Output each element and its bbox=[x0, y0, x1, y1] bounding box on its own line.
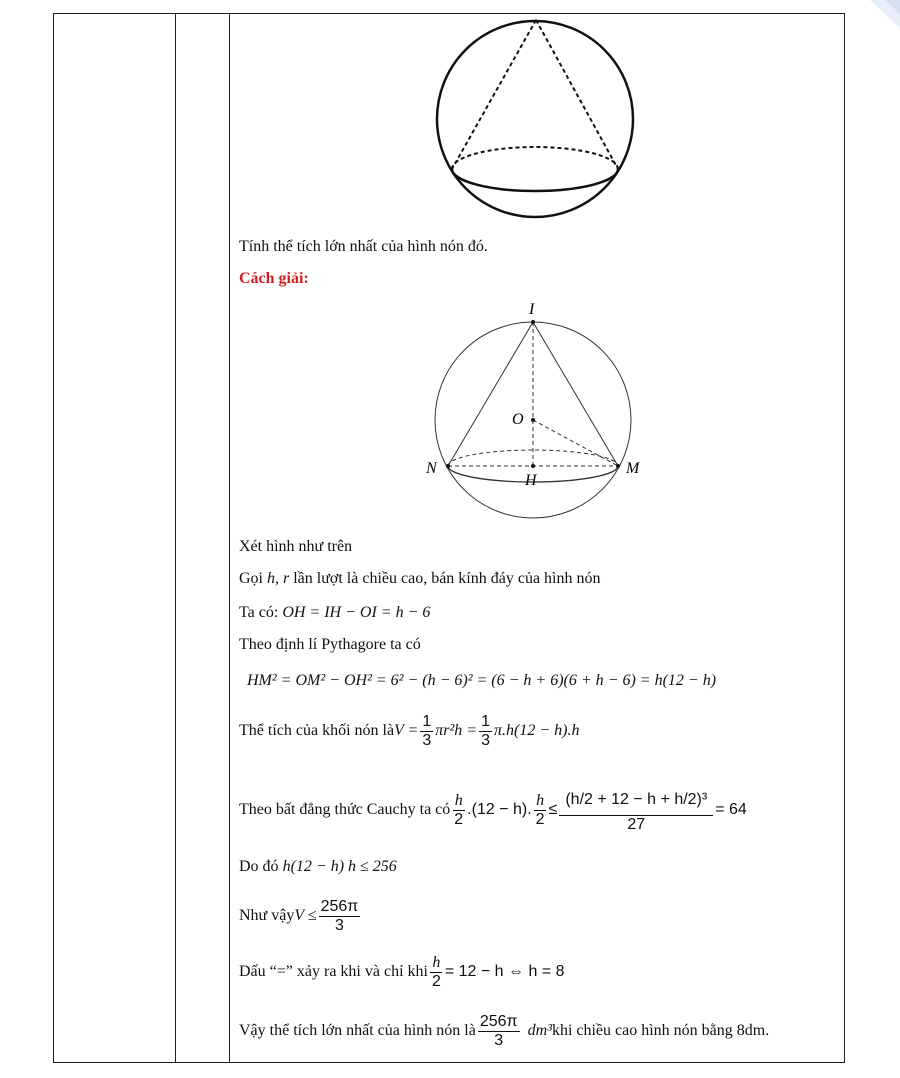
solution-line-8 bbox=[239, 857, 397, 877]
solution-line-2 bbox=[239, 569, 601, 589]
line8-pre: Do đó bbox=[239, 858, 283, 875]
v-le: V ≤ bbox=[294, 907, 317, 924]
volume-V: V = bbox=[394, 722, 419, 739]
unit-dm3: dm³ bbox=[527, 1022, 552, 1039]
label-M: M bbox=[626, 460, 640, 477]
cauchy-numerator: (h/2 + 12 − h + h/2)³ bbox=[559, 787, 713, 816]
solution-line-4: Theo định lí Pythagore ta có bbox=[239, 636, 421, 653]
line7-pre: Theo bất đẳng thức Cauchy ta có bbox=[239, 801, 451, 818]
problem-question: Tính thể tích lớn nhất của hình nón đó. bbox=[239, 238, 488, 255]
line3-pre: Ta có: bbox=[239, 604, 283, 621]
label-N: N bbox=[426, 460, 437, 477]
frac-den: 3 bbox=[335, 916, 344, 934]
frac-num: 1 bbox=[422, 712, 432, 730]
labeled-cone-figure bbox=[420, 296, 650, 524]
label-O: O bbox=[512, 411, 524, 428]
line2-pre: Gọi bbox=[239, 570, 267, 587]
frac-num: h bbox=[536, 791, 545, 809]
frac-den: 2 bbox=[431, 972, 441, 990]
conclusion-line bbox=[239, 1008, 769, 1054]
line6-pre: Thể tích của khối nón là bbox=[239, 722, 395, 739]
cauchy-line bbox=[239, 770, 747, 850]
fraction-h-over-2-b bbox=[534, 792, 547, 829]
line3-math: OH = IH − OI = h − 6 bbox=[282, 604, 431, 621]
table-column-divider-2 bbox=[229, 13, 230, 1063]
fraction-h-over-2 bbox=[452, 792, 465, 829]
cauchy-eq64: = 64 bbox=[715, 801, 747, 818]
frac-num: 256π bbox=[320, 897, 359, 915]
line9-pre: Như vậy bbox=[239, 907, 295, 924]
nhu-vay-line bbox=[239, 893, 362, 939]
volume-pi-h: π.h(12 − h).h bbox=[494, 722, 580, 739]
table-column-divider-1 bbox=[175, 13, 176, 1063]
frac-num: 256π bbox=[479, 1012, 518, 1030]
fraction-h-over-2-c bbox=[430, 954, 443, 991]
pythagore-equation: HM² = OM² − OH² = 6² − (h − 6)² = (6 − h + 6)(6 + h − 6) = h(12 − h) bbox=[247, 672, 717, 689]
line11-post: khi chiều cao hình nón bằng 8dm. bbox=[551, 1022, 770, 1039]
condition-eq: = 12 − h ⇔ h = 8 bbox=[444, 963, 565, 980]
solution-line-1: Xét hình như trên bbox=[239, 538, 353, 555]
line10-pre: Dấu “=” xảy ra khi và chỉ khi bbox=[239, 963, 428, 980]
fraction-cauchy bbox=[559, 787, 713, 834]
line8-math: h(12 − h) h ≤ 256 bbox=[282, 858, 397, 875]
solution-line-3 bbox=[239, 603, 430, 623]
label-H: H bbox=[525, 472, 537, 489]
line2-vars: h, r bbox=[267, 570, 290, 587]
frac-num: 1 bbox=[481, 712, 490, 730]
cauchy-denominator: 27 bbox=[627, 815, 646, 833]
frac-num: h bbox=[432, 953, 441, 971]
volume-line bbox=[239, 711, 579, 751]
cauchy-le: ≤ bbox=[548, 801, 558, 818]
corner-decoration bbox=[840, 0, 900, 40]
line11-pre: Vậy thể tích lớn nhất của hình nón là bbox=[239, 1022, 476, 1039]
fraction-256pi-over-3-b bbox=[478, 1013, 520, 1050]
fraction-256pi-over-3 bbox=[319, 898, 361, 935]
solution-heading: Cách giải: bbox=[239, 270, 309, 287]
fraction-one-third-2 bbox=[479, 713, 492, 750]
frac-num: h bbox=[454, 791, 463, 809]
label-I: I bbox=[529, 301, 535, 318]
frac-den: 3 bbox=[494, 1031, 504, 1049]
frac-den: 3 bbox=[422, 731, 432, 749]
frac-den: 3 bbox=[481, 731, 490, 749]
fraction-one-third bbox=[420, 713, 433, 750]
sphere-cone-figure bbox=[430, 14, 640, 224]
volume-pi-r2-h: πr²h = bbox=[435, 722, 478, 739]
condition-line bbox=[239, 950, 565, 994]
frac-den: 2 bbox=[454, 810, 464, 828]
line2-post: lần lượt là chiều cao, bán kính đáy của hình nón bbox=[289, 570, 601, 587]
frac-den: 2 bbox=[535, 810, 545, 828]
cauchy-mid: .(12 − h). bbox=[467, 801, 532, 818]
